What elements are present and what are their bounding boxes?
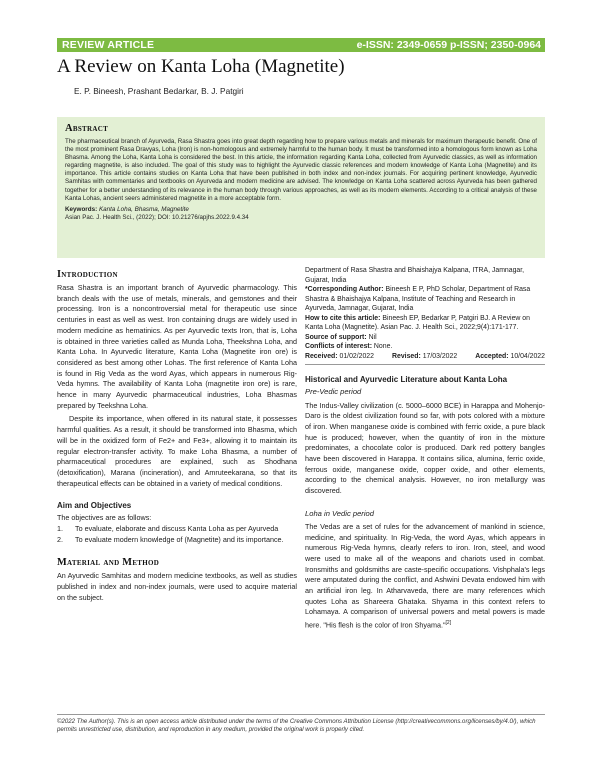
corresponding-author [305, 285, 545, 314]
page-title: A Review on Kanta Loha (Magnetite) [57, 56, 345, 77]
abstract-citation: Asian Pac. J. Health Sci., (2022); DOI: 10.21276/apjhs.2022.9.4.34 [65, 213, 249, 221]
authors: E. P. Bineesh, Prashant Bedarkar, B. J. Patgiri [74, 86, 244, 96]
aims-lead: The objectives are as follows: [57, 513, 152, 523]
accepted-label: Accepted: [475, 352, 509, 360]
source-of-support-label: Source of support: [305, 333, 367, 341]
method-text: An Ayurvedic Samhitas and modern medicine textbooks, as well as studies published in index and non-index journals, were used to acquire material on the subject. [57, 571, 297, 602]
footer-divider [57, 714, 545, 715]
objectives-list [57, 524, 297, 545]
how-to-cite [305, 314, 545, 333]
pre-vedic-text: The Indus-Valley civilization (c. 5000–6000 BCE) in Harappa and Mohenjo-Daro is the oldest civilization found so far, with pots colored with a mixture of iron. When manganese oxide is combined with ferric oxide, a pure black hue is produced; however, when the quantity of iron in the mixture predominates, a chocolate color is produced. Dark red pottery bangles have been discovered in Harappa. It contains silica, alumina, ferric oxide, ferrous oxide, manganese oxide, copper oxide, and other elements, according to the chemical analysis. However, no iron metallurgy was discovered. [305, 400, 545, 496]
accepted-value: 10/04/2022 [510, 352, 545, 360]
received-label: Received: [305, 352, 338, 360]
how-to-cite-label: How to cite this article: [305, 314, 381, 322]
conflicts-of-interest [305, 342, 545, 352]
revised-value: 17/03/2022 [422, 352, 458, 360]
revised-label: Revised: [392, 352, 421, 360]
pre-vedic-heading: Pre-Vedic period [305, 386, 362, 396]
received-value: 01/02/2022 [339, 352, 374, 360]
vedic-paragraph [305, 522, 545, 631]
intro-heading: Introduction [57, 269, 118, 280]
intro-paragraph-2: Despite its importance, when offered in its natural state, it possesses harmful qualities. As a result, it should be transformed into Bhasma, which will be in the oxidized form of Fe2+ and Fe3+, allowing it to maintain its regular electron-transfer activity. To make Loha Bhasma, a number of pharmaceutical procedures are explained, such as Shodhana (detoxification), Marana (incineration), and Amruteekarana, so that its therapeutical effects can be obtained in a variety of medical conditions. [57, 414, 297, 488]
vedic-text: The Vedas are a set of rules for the advancement of mankind in science, medicine, and spirituality. In Rig-Veda, the word Ayas, which appears in numerous Rig-Veda hymns, clearly refers to iron. Iron, steel, and wood were used to make all of the weapons and chariots used in combat. Ironsmiths and goldsmiths are caste-specific occupations. Vishphala's legs were amputated during the conflict, and Ashwini Devata endowed him with an artificial iron leg. In Atharvaveda, there are many references which quotes Loha as Shareera Ghataka. Shyama in this context refers to Lohamaya. A comparison of universal powers and metal powers is made here. "His flesh is the color of Iron Shyama." [305, 521, 545, 630]
list-item [57, 535, 297, 546]
source-of-support [305, 333, 545, 343]
keywords-label: Keywords: [65, 205, 98, 213]
vedic-heading: Loha in Vedic period [305, 508, 374, 518]
divider [305, 364, 545, 365]
intro-paragraph-1: Rasa Shastra is an important branch of Ayurvedic pharmacology. This branch deals with the use of metals, minerals, and gemstones and their processing. Iron is a noncontroversial metal for therapeutic use since centuries in east as well as west. Iron containing drugs are widely used in modern medicine as hematinics. As per Ayurvedic texts Iron, that is, Loha is obtained in three varieties called as Munda Loha, Theekshna Loha, and Kanta Loha. In Ayurvedic literature, Kanta Loha (Magnetite iron ore) is considered as best among other Lohas. The first reference of Kanta Loha is found in Rig Veda as the word Ayas, which appears in numerous Rig-Veda hymns. The availability of Kanta Loha (magnetite iron ore) is rare, hence in many Ayurvedic pharmaceutical industries, Loha Bhasmas prepared by Teekshna Loha. [57, 283, 297, 410]
keywords-value: Kanta Loha, Bhasma, Magnetite [98, 205, 189, 213]
accepted-date [475, 353, 545, 360]
list-item-text: To evaluate modern knowledge of (Magnetite) and its importance. [75, 534, 284, 544]
source-of-support-value: Nil [368, 333, 377, 341]
abstract-heading: Abstract [65, 123, 109, 134]
header-banner [57, 38, 545, 52]
conflicts-label: Conflicts of interest: [305, 343, 372, 350]
vedic-reference: [2] [445, 620, 452, 627]
list-item [57, 524, 297, 535]
conflicts-value: None. [373, 343, 393, 350]
right-column [305, 266, 545, 631]
department: Department of Rasa Shastra and Bhaishajya Kalpana, ITRA, Jamnagar, Gujarat, India [305, 267, 525, 284]
history-heading: Historical and Ayurvedic Literature about Kanta Loha [305, 374, 508, 384]
revised-date [392, 353, 457, 360]
list-item-number: 1. [57, 524, 63, 534]
aims-heading: Aim and Objectives [57, 501, 132, 511]
abstract-text: The pharmaceutical branch of Ayurveda, Rasa Shastra goes into great depth regarding how to prepare various metals and minerals for maximum therapeutic benefit. One of the most prominent Rasa Dravyas, Loha (Iron) is non-homologous and extremely harmful to the human body. It must be transformed into a homologous form known as Loha Bhasma. Among the Loha, Kanta Loha is considered the best. In this article, the information regarding Kanta Loha, collected from Ayurvedic classics, as well as information regarding magnetite, is also included. The goal of this study was to highlight the Ayurvedic classic references and modern knowledge of Kanta Loha (Magnetite) and its importance. This article contains studies on Kanta Loha that have been published in both index and non-index journals. For acquiring pertinent knowledge, Ayurvedic Samhitas with commentaries and textbooks on Ayurveda and modern medicine are advised. The knowledge on Kanta Loha scattered across Ayurveda has been gathered together for a better understanding of its relevance in the human body through various approaches, as well as its modern elements. According to a critical analysis of these Kanta Lohas, ancient seers administered magnetite in a more acceptable form. [65, 138, 537, 202]
issn: e-ISSN: 2349-0659 p-ISSN; 2350-0964 [356, 39, 541, 51]
how-to-cite-text: Bineesh EP, Bedarkar P, Patgiri BJ. A Review on Kanta Loha (Magnetite). Asian Pac. J. Health Sci., 2022;9(4):171-177. [305, 314, 530, 331]
keywords [65, 206, 537, 214]
list-item-text: To evaluate, elaborate and discuss Kanta Loha as per Ayurveda [75, 524, 279, 534]
corresponding-author-text: Bineesh E P, PhD Scholar, Department of Rasa Shastra & Bhaishajya Kalpana, Institute of Teaching and Research in Ayurveda, Jamnagar, Gujarat, India [305, 286, 531, 312]
list-item-number: 2. [57, 534, 63, 544]
article-type: REVIEW ARTICLE [62, 39, 155, 51]
received-date [305, 353, 374, 360]
corresponding-author-label: *Corresponding Author: [305, 286, 384, 293]
method-heading: Material and Method [57, 557, 160, 569]
left-column [57, 269, 297, 604]
license-footer: ©2022 The Author(s). This is an open access article distributed under the terms of the Creative Commons Attribution License (http://creativecommons.org/licenses/by/4.0/), which permits unrestricted use, distribution, and reproduction in any medium, provided the original work is properly cited. [57, 718, 536, 734]
dates-row [305, 353, 545, 360]
abstract-box [57, 117, 545, 258]
